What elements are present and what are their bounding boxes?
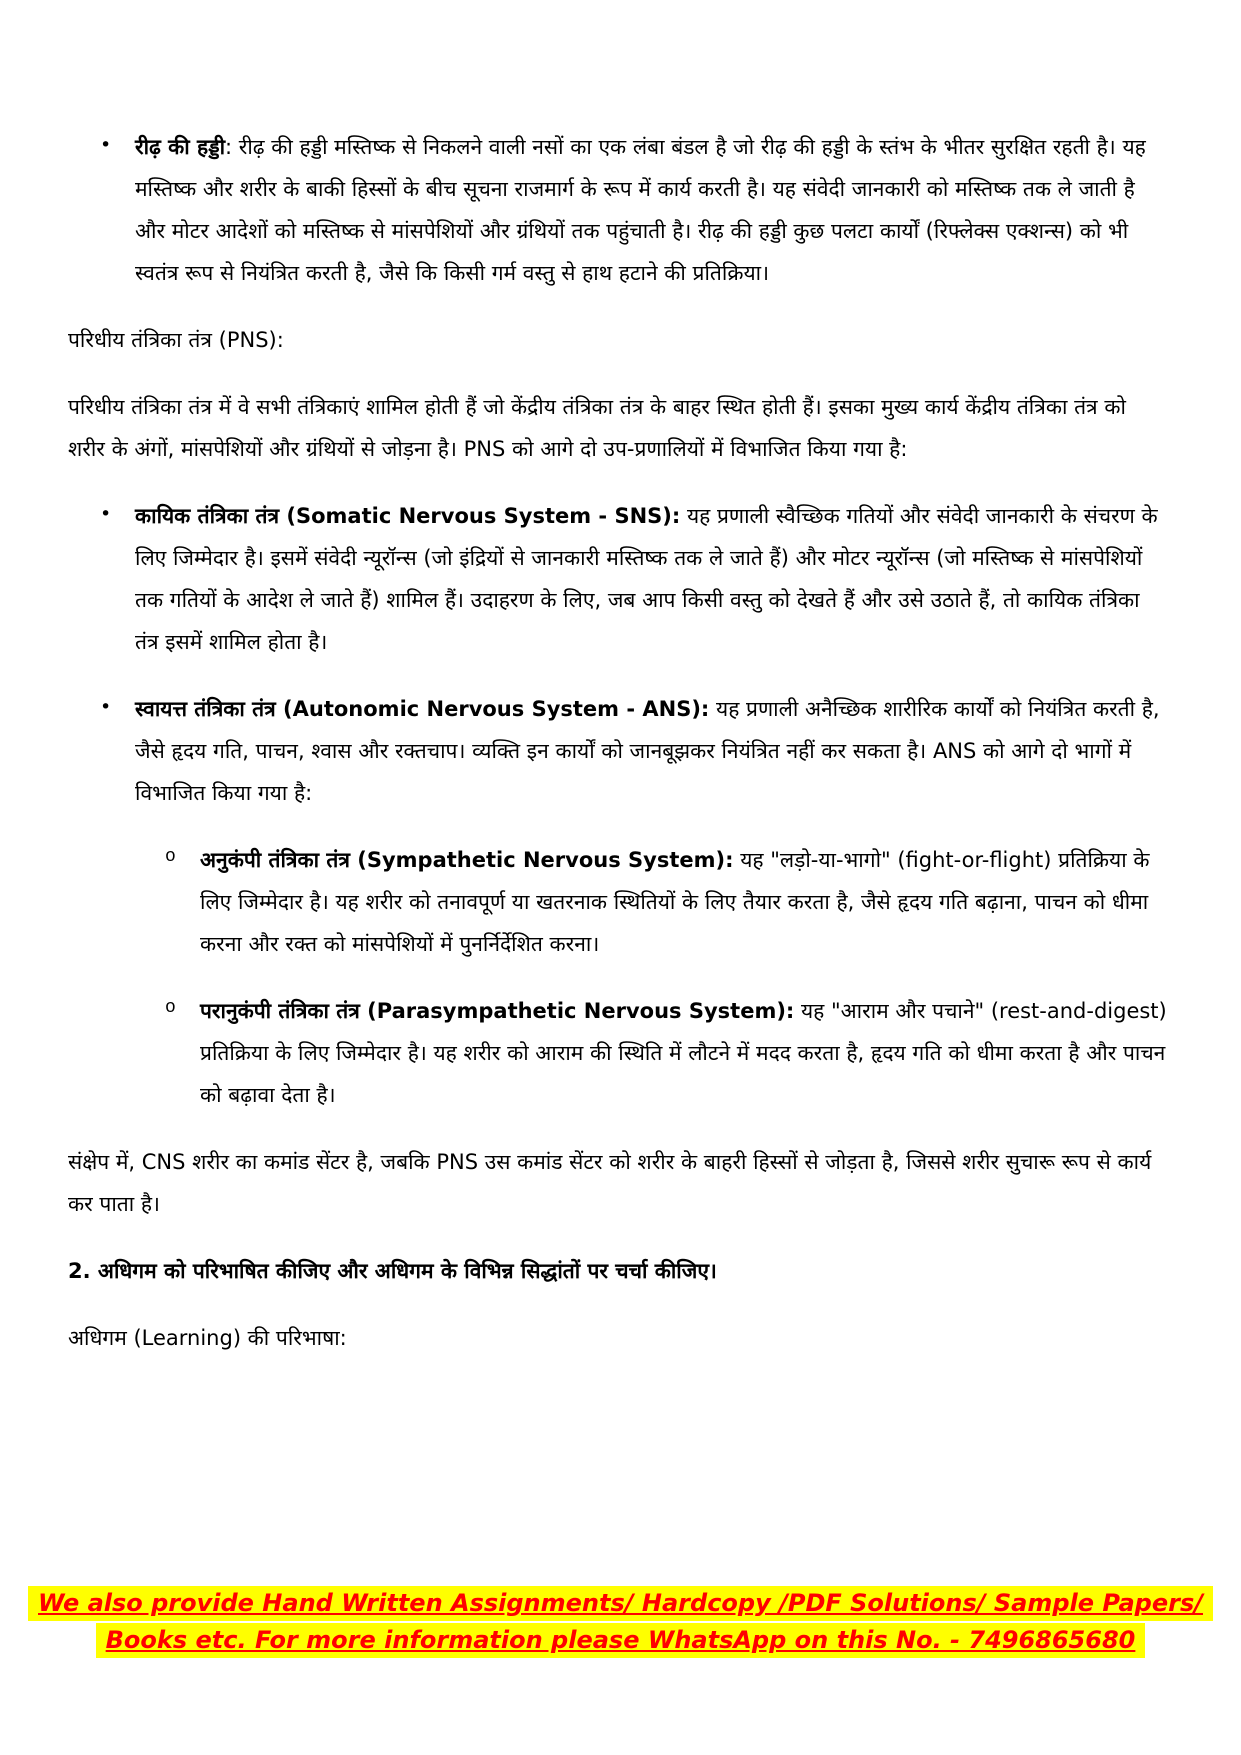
bullet-lead-sympathetic: अनुकंपी तंत्रिका तंत्र (Sympathetic Nervous System): — [200, 848, 734, 872]
question-2-heading: 2. अधिगम को परिभाषित कीजिए और अधिगम के विभिन्न सिद्धांतों पर चर्चा कीजिए। — [68, 1259, 717, 1283]
bullet-body-sympathetic: यह "लड़ो-या-भागो" (fight-or-flight) प्रतिक्रिया के लिए जिम्मेदार है। यह शरीर को तनावपूर्ण या खतरनाक स्थितियों के लिए तैयार करता है, जैसे हृदय गति बढ़ाना, पाचन को धीमा करना और रक्त को मांसपेशियों में पुनर्निर्देशित करना। — [200, 848, 1150, 956]
bullet-text — [135, 495, 1169, 663]
bullet-autonomic — [68, 688, 1169, 814]
sub-bullet-icon: o — [165, 847, 176, 867]
bullet-body-spinal-cord: : रीढ़ की हड्डी मस्तिष्क से निकलने वाली नसों का एक लंबा बंडल है जो रीढ़ की हड्डी के स्तंभ के भीतर सुरक्षित रहती है। यह मस्तिष्क और शरीर के बाकी हिस्सों के बीच सूचना राजमार्ग के रूप में कार्य करती है। यह संवेदी जानकारी को मस्तिष्क तक ले जाती है और मोटर आदेशों को मस्तिष्क से मांसपेशियों और ग्रंथियों तक पहुंचाती है। रीढ़ की हड्डी कुछ पलटा कार्यों (रिफ्लेक्स एक्शन्स) को भी स्वतंत्र रूप से नियंत्रित करती है, जैसे कि किसी गर्म वस्तु से हाथ हटाने की प्रतिक्रिया। — [135, 135, 1146, 285]
footer-row — [0, 1623, 1241, 1658]
bullet-text — [200, 990, 1169, 1116]
bullet-icon: • — [100, 503, 112, 525]
learning-definition-label: अधिगम (Learning) की परिभाषा: — [68, 1326, 347, 1350]
bullet-icon: • — [100, 696, 112, 718]
footer-line-1: We also provide Hand Written Assignments/ Hardcopy /PDF Solutions/ Sample Papers/ — [28, 1586, 1213, 1621]
bullet-text — [135, 126, 1169, 294]
sub-bullet-icon: o — [165, 998, 176, 1018]
footer-note — [0, 1586, 1241, 1660]
bullet-sympathetic — [68, 839, 1169, 965]
cns-pns-summary-paragraph: संक्षेप में, CNS शरीर का कमांड सेंटर है, जबकि PNS उस कमांड सेंटर को शरीर के बाहरी हिस्सों से जोड़ता है, जिससे शरीर सुचारू रूप से कार्य कर पाता है। — [68, 1150, 1152, 1216]
bullet-somatic — [68, 495, 1169, 663]
bullet-text — [200, 839, 1169, 965]
bullet-text — [135, 688, 1169, 814]
bullet-parasympathetic — [68, 990, 1169, 1116]
footer-row — [0, 1586, 1241, 1621]
document-content — [68, 126, 1169, 1359]
bullet-lead-parasympathetic: परानुकंपी तंत्रिका तंत्र (Parasympathetic Nervous System): — [200, 999, 795, 1023]
bullet-body-autonomic: यह प्रणाली अनैच्छिक शारीरिक कार्यों को नियंत्रित करती है, जैसे हृदय गति, पाचन, श्वास और रक्तचाप। व्यक्ति इन कार्यों को जानबूझकर नियंत्रित नहीं कर सकता है। ANS को आगे दो भागों में विभाजित किया गया है: — [135, 697, 1160, 805]
bullet-lead-autonomic: स्वायत्त तंत्रिका तंत्र (Autonomic Nervous System - ANS): — [135, 697, 710, 721]
bullet-lead-somatic: कायिक तंत्रिका तंत्र (Somatic Nervous System - SNS): — [135, 504, 681, 528]
pns-section-heading: परिधीय तंत्रिका तंत्र (PNS): — [68, 328, 284, 352]
bullet-body-somatic: यह प्रणाली स्वैच्छिक गतियों और संवेदी जानकारी के संचरण के लिए जिम्मेदार है। इसमें संवेदी न्यूरॉन्स (जो इंद्रियों से जानकारी मस्तिष्क तक ले जाते हैं) और मोटर न्यूरॉन्स (जो मस्तिष्क से मांसपेशियों तक गतियों के आदेश ले जाते हैं) शामिल हैं। उदाहरण के लिए, जब आप किसी वस्तु को देखते हैं और उसे उठाते हैं, तो कायिक तंत्रिका तंत्र इसमें शामिल होता है। — [135, 504, 1158, 654]
bullet-icon: • — [100, 134, 112, 156]
bullet-spinal-cord — [68, 126, 1169, 294]
bullet-lead-spinal-cord: रीढ़ की हड्डी — [135, 135, 226, 159]
bullet-body-parasympathetic: यह "आराम और पचाने" (rest-and-digest) प्रतिक्रिया के लिए जिम्मेदार है। यह शरीर को आराम की स्थिति में लौटने में मदद करता है, हृदय गति को धीमा करता है और पाचन को बढ़ावा देता है। — [200, 999, 1167, 1107]
pns-intro-paragraph: परिधीय तंत्रिका तंत्र में वे सभी तंत्रिकाएं शामिल होती हैं जो केंद्रीय तंत्रिका तंत्र के बाहर स्थित होती हैं। इसका मुख्य कार्य केंद्रीय तंत्रिका तंत्र को शरीर के अंगों, मांसपेशियों और ग्रंथियों से जोड़ना है। PNS को आगे दो उप-प्रणालियों में विभाजित किया गया है: — [68, 395, 1126, 461]
footer-line-2: Books etc. For more information please WhatsApp on this No. - 7496865680 — [96, 1623, 1146, 1658]
